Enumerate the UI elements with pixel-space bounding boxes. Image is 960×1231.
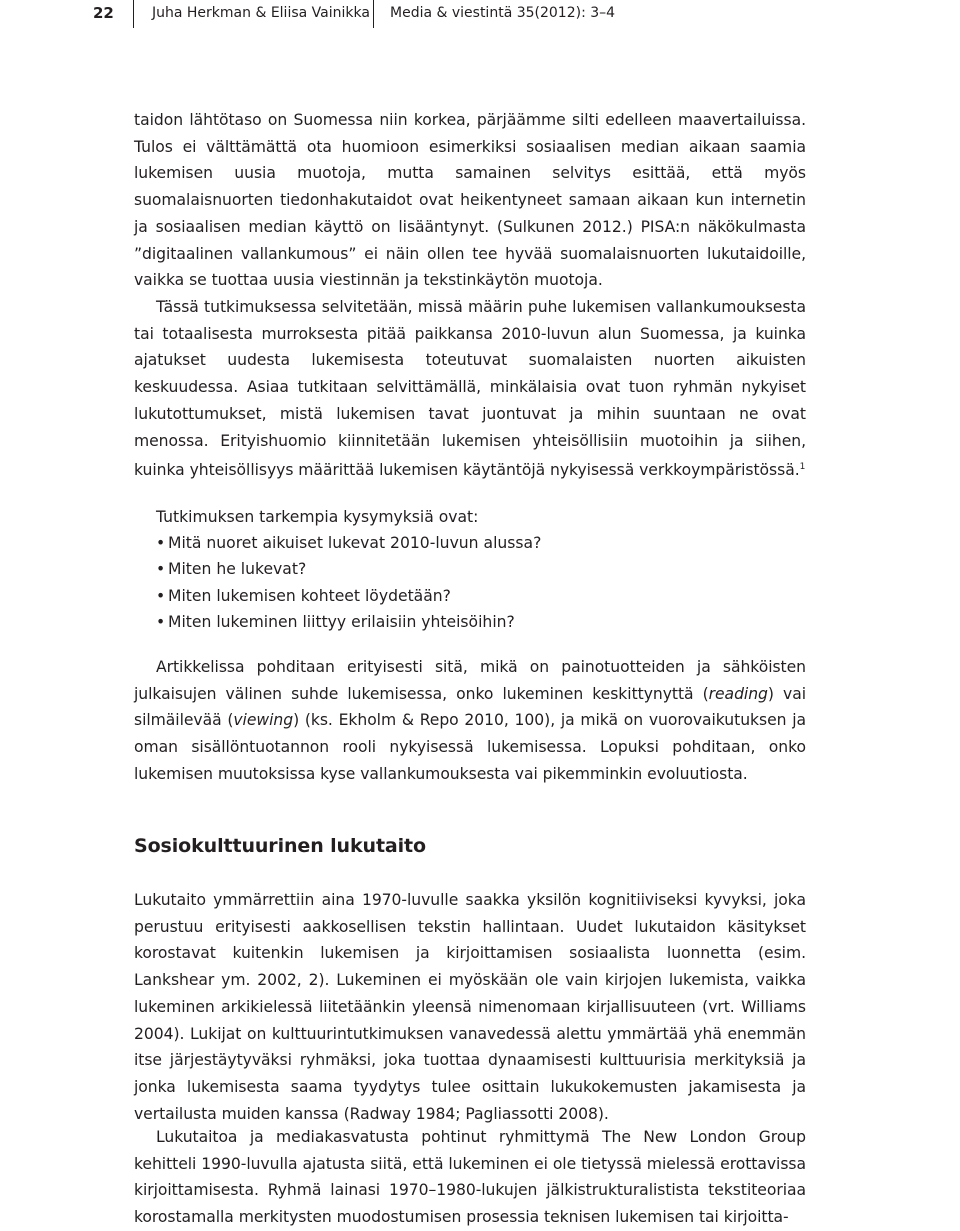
paragraph-text: taidon lähtötaso on Suomessa niin korkea, pärjäämme silti edelleen maavertailuissa. Tulos ei välttämättä ota huomioon esimerkiksi sosiaalisen median aikaan saamia lukemisen uusia muotoja, mutta samainen selvitys esittää, että myös suomalaisnuorten tiedonhakutaidot ovat heikentyneet samaan aikaan kun internetin ja sosiaalisen median käyttö on lisääntynyt. (Sulkunen 2012.) PISA:n näkökulmasta ”digitaalinen vallankumous” ei näin ollen tee hyvää suomalaisnuorten lukutaidoille, vaikka se tuottaa uusia viestinnän ja tekstinkäytön muotoja. — [134, 111, 806, 290]
paragraph — [134, 654, 806, 788]
bullet-icon: • — [156, 534, 166, 552]
body-paragraph-5 — [134, 1124, 806, 1231]
paragraph-text: Artikkelissa pohditaan erityisesti sitä, mikä on painotuotteiden ja sähköisten julkaisujen välinen suhde lukemisessa, onko lukeminen keskittynyttä ( — [134, 658, 806, 703]
list-item-text: Miten lukeminen liittyy erilaisiin yhteisöihin? — [168, 612, 515, 631]
paragraph-text: Tässä tutkimuksessa selvitetään, missä määrin puhe lukemisen vallankumouksesta tai totaalisesta murroksesta pitää paikkansa 2010-luvun alun Suomessa, ja kuinka ajatukset uudesta lukemisesta toteutuvat suomalaisten nuorten aikuisten keskuudessa. Asiaa tutkitaan selvittämällä, minkälaisia ovat tuon ryhmän nykyiset lukutottumukset, mistä lukemisen tavat juontuvat ja mihin suuntaan ne ovat menossa. Erityishuomio kiinnitetään lukemisen yhteisöllisiin muotoihin ja siihen, kuinka yhteisöllisyys määrittää lukemisen käytäntöjä nykyisessä verkkoympäristössä. — [134, 298, 806, 480]
header-divider — [373, 0, 374, 28]
body-paragraph-1 — [134, 107, 806, 294]
list-item — [156, 609, 541, 635]
paragraph — [134, 294, 806, 484]
list-item — [156, 556, 541, 582]
header-divider — [133, 0, 134, 28]
body-paragraph-3 — [134, 654, 806, 788]
footnote-marker: 1 — [799, 462, 806, 473]
section-heading: Sosiokulttuurinen lukutaito — [134, 835, 426, 857]
list-item-text: Mitä nuoret aikuiset lukevat 2010-luvun alussa? — [168, 534, 542, 552]
header-journal: Media & viestintä 35(2012): 3–4 — [390, 5, 616, 21]
paragraph-text: Lukutaito ymmärrettiin aina 1970-luvulle saakka yksilön kognitiiviseksi kyvyksi, joka perustuu erityisesti aakkosellisen tekstin hallintaan. Uudet lukutaidon käsitykset korostavat kuitenkin lukemisen ja kirjoittamisen sosiaalista luonnetta (esim. Lankshear ym. 2002, 2). Lukeminen ei myöskään ole vain kirjojen lukemista, vaikka lukeminen arkikielessä liitetäänkin yleensä nimenomaan kirjallisuuteen (vrt. Williams 2004). Lukijat on kulttuurintutkimuksen vanavedessä alettu ymmärtää yhä enemmän itse järjestäytyväksi ryhmäksi, joka tuottaa dynaamisesti kulttuurisia merkityksiä ja jonka lukemisesta saama tyydytys tulee osittain lukukokemusten jakamisesta ja vertailusta muiden kanssa (Radway 1984; Pagliassotti 2008). — [134, 891, 806, 1123]
paragraph-text: ) vai silmäilevää ( — [134, 684, 806, 730]
body-paragraph-2 — [134, 294, 806, 484]
list-item — [156, 530, 541, 556]
bullet-icon: • — [156, 586, 166, 605]
list-item-text: Miten lukemisen kohteet löydetään? — [168, 586, 451, 605]
research-questions-list — [156, 530, 541, 635]
body-paragraph-4 — [134, 887, 806, 1127]
questions-intro: Tutkimuksen tarkempia kysymyksiä ovat: — [156, 508, 479, 526]
page-number: 22 — [93, 4, 114, 22]
italic-term: reading — [708, 684, 768, 703]
running-header — [0, 0, 960, 30]
paragraph-text: ) (ks. Ekholm & Repo 2010, 100), ja mikä on vuorovaikutuksen ja oman sisällöntuotannon rooli nykyisessä lukemisessa. Lopuksi pohditaan, onko lukemisen muutoksissa kyse vallankumouksesta vai pikemminkin evoluutiosta. — [134, 711, 807, 783]
header-authors: Juha Herkman & Eliisa Vainikka — [152, 5, 370, 21]
paragraph-text: Lukutaitoa ja mediakasvatusta pohtinut ryhmittymä The New London Group kehitteli 1990-luvulla ajatusta siitä, että lukeminen ei ole tietyssä mielessä erottavissa kirjoittamisesta. Ryhmä lainasi 1970–1980-lukujen jälkistrukturalistista tekstiteoriaa korostamalla merkitysten muodostumisen prosessia teknisen lukemisen tai kirjoitta- — [134, 1128, 806, 1227]
italic-term: viewing — [233, 711, 294, 730]
list-item — [156, 583, 541, 609]
bullet-icon: • — [156, 560, 166, 579]
bullet-icon: • — [156, 612, 166, 631]
list-item-text: Miten he lukevat? — [168, 560, 307, 579]
